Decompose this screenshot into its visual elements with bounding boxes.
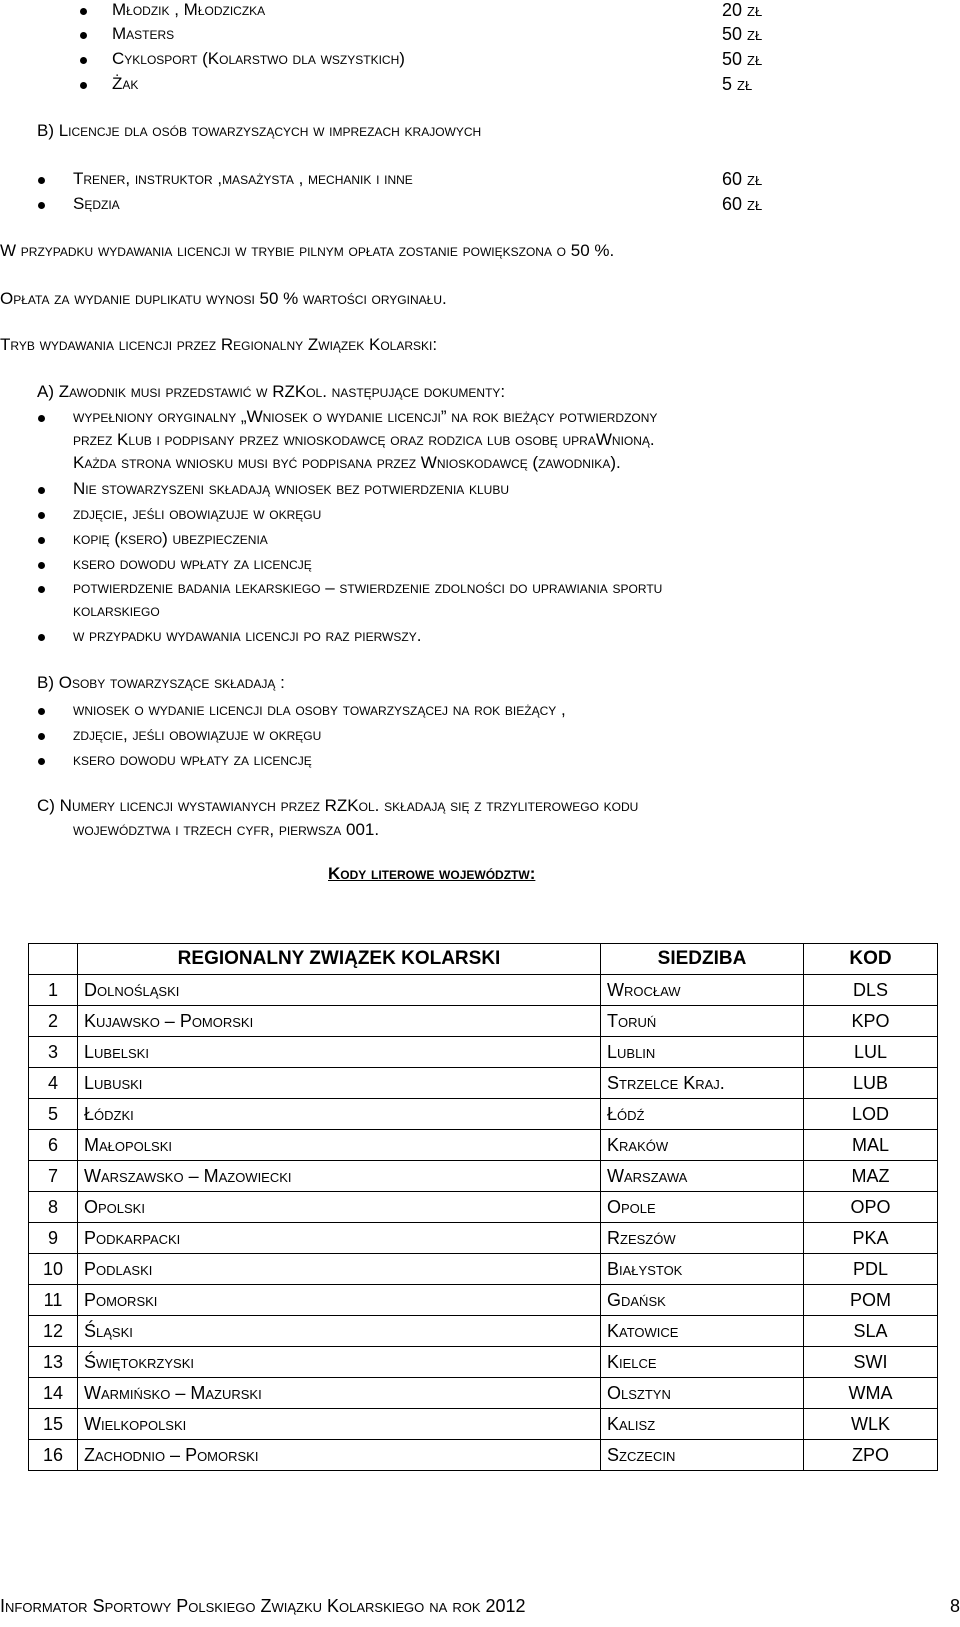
table-cell-name: Wielkopolski bbox=[78, 1409, 601, 1440]
table-cell-code: POM bbox=[804, 1285, 938, 1316]
table-cell-name: Zachodnio – Pomorski bbox=[78, 1440, 601, 1471]
procedure-b-intro: B) Osoby towarzyszące składają : bbox=[37, 673, 285, 692]
bullet-icon bbox=[80, 32, 87, 39]
table-cell-code: KPO bbox=[804, 1006, 938, 1037]
table-cell-num: 1 bbox=[29, 975, 78, 1006]
table-cell-name: Warmińsko – Mazurski bbox=[78, 1378, 601, 1409]
table-cell-city: Kraków bbox=[601, 1130, 804, 1161]
table-header-row bbox=[29, 944, 938, 975]
table-cell-num: 2 bbox=[29, 1006, 78, 1037]
table-row bbox=[29, 1223, 938, 1254]
table-cell-city: Szczecin bbox=[601, 1440, 804, 1471]
bullet-icon bbox=[80, 82, 87, 89]
bullet-icon bbox=[38, 562, 45, 569]
procedure-a-intro: A) Zawodnik musi przedstawić w RZKol. następujące dokumenty: bbox=[37, 382, 506, 401]
table-cell-num: 16 bbox=[29, 1440, 78, 1471]
table-cell-num: 10 bbox=[29, 1254, 78, 1285]
table-row bbox=[29, 1130, 938, 1161]
bullet-icon bbox=[38, 708, 45, 715]
list-item: Nie stowarzyszeni składają wniosek bez potwierdzenia klubu bbox=[73, 479, 510, 498]
table-cell-name: Lubelski bbox=[78, 1037, 601, 1068]
table-cell-num: 7 bbox=[29, 1161, 78, 1192]
table-row bbox=[29, 1378, 938, 1409]
table-row bbox=[29, 1006, 938, 1037]
bullet-icon bbox=[38, 758, 45, 765]
fee-label: Żak bbox=[112, 74, 139, 93]
footer bbox=[0, 1596, 960, 1617]
bullet-icon bbox=[38, 537, 45, 544]
footer-text: Informator Sportowy Polskiego Związku Kolarskiego na rok 2012 bbox=[0, 1596, 526, 1616]
table-cell-city: Kielce bbox=[601, 1347, 804, 1378]
table-row bbox=[29, 1316, 938, 1347]
table-row bbox=[29, 1192, 938, 1223]
list-item: w przypadku wydawania licencji po raz pierwszy. bbox=[73, 626, 422, 645]
list-item: ksero dowodu wpłaty za licencję bbox=[73, 554, 312, 573]
note-duplicate: Opłata za wydanie duplikatu wynosi 50 % wartości oryginału. bbox=[0, 289, 447, 308]
table-header-cell bbox=[29, 944, 78, 975]
table-cell-num: 9 bbox=[29, 1223, 78, 1254]
table-cell-city: Wrocław bbox=[601, 975, 804, 1006]
table-header-cell: KOD bbox=[804, 944, 938, 975]
table-row bbox=[29, 1037, 938, 1068]
table-cell-code: PKA bbox=[804, 1223, 938, 1254]
table-cell-name: Podlaski bbox=[78, 1254, 601, 1285]
table-cell-code: SLA bbox=[804, 1316, 938, 1347]
table-cell-code: LUB bbox=[804, 1068, 938, 1099]
procedure-title: Tryb wydawania licencji przez Regionalny Związek Kolarski: bbox=[0, 335, 438, 354]
table-cell-num: 3 bbox=[29, 1037, 78, 1068]
codes-title: Kody literowe województw: bbox=[328, 864, 536, 883]
table-header-cell: SIEDZIBA bbox=[601, 944, 804, 975]
table-row bbox=[29, 1254, 938, 1285]
table-cell-city: Lublin bbox=[601, 1037, 804, 1068]
note-urgent: W przypadku wydawania licencji w trybie pilnym opłata zostanie powiększona o 50 %. bbox=[0, 241, 615, 260]
fee-value: 60 zł bbox=[722, 169, 763, 189]
table-cell-name: Opolski bbox=[78, 1192, 601, 1223]
table-cell-name: Podkarpacki bbox=[78, 1223, 601, 1254]
bullet-icon bbox=[38, 512, 45, 519]
list-item: kopię (ksero) ubezpieczenia bbox=[73, 529, 268, 548]
table-cell-name: Dolnośląski bbox=[78, 975, 601, 1006]
table-cell-city: Toruń bbox=[601, 1006, 804, 1037]
table-row bbox=[29, 1099, 938, 1130]
table-cell-num: 13 bbox=[29, 1347, 78, 1378]
table-cell-name: Śląski bbox=[78, 1316, 601, 1347]
table-cell-num: 15 bbox=[29, 1409, 78, 1440]
table-cell-city: Strzelce Kraj. bbox=[601, 1068, 804, 1099]
table-cell-code: MAZ bbox=[804, 1161, 938, 1192]
table-cell-name: Świętokrzyski bbox=[78, 1347, 601, 1378]
table-cell-city: Olsztyn bbox=[601, 1378, 804, 1409]
table-row bbox=[29, 1285, 938, 1316]
fee-value: 5 zł bbox=[722, 74, 753, 94]
region-codes-table bbox=[28, 943, 938, 1471]
list-item: ksero dowodu wpłaty za licencję bbox=[73, 750, 312, 769]
table-cell-city: Białystok bbox=[601, 1254, 804, 1285]
procedure-c-line-1: C) Numery licencji wystawianych przez RZKol. składają się z trzyliterowego kodu bbox=[37, 796, 639, 815]
table-cell-num: 6 bbox=[29, 1130, 78, 1161]
list-item: wypełniony oryginalny „Wniosek o wydanie licencji” na rok bieżący potwierdzony bbox=[73, 407, 658, 426]
bullet-icon bbox=[38, 202, 45, 209]
table-cell-num: 11 bbox=[29, 1285, 78, 1316]
table-cell-city: Gdańsk bbox=[601, 1285, 804, 1316]
table-cell-name: Warszawsko – Mazowiecki bbox=[78, 1161, 601, 1192]
table-row bbox=[29, 1347, 938, 1378]
table-cell-name: Pomorski bbox=[78, 1285, 601, 1316]
fee-value: 50 zł bbox=[722, 24, 763, 44]
list-item: zdjęcie, jeśli obowiązuje w okręgu bbox=[73, 504, 322, 523]
table-cell-code: SWI bbox=[804, 1347, 938, 1378]
table-cell-name: Małopolski bbox=[78, 1130, 601, 1161]
bullet-icon bbox=[38, 634, 45, 641]
table-cell-num: 5 bbox=[29, 1099, 78, 1130]
fee-value: 50 zł bbox=[722, 49, 763, 69]
table-cell-code: ZPO bbox=[804, 1440, 938, 1471]
table-cell-city: Katowice bbox=[601, 1316, 804, 1347]
fee-label: Młodzik , Młodziczka bbox=[112, 0, 266, 19]
table-cell-num: 12 bbox=[29, 1316, 78, 1347]
table-cell-code: DLS bbox=[804, 975, 938, 1006]
table-row bbox=[29, 1409, 938, 1440]
fee-label: Cyklosport (Kolarstwo dla wszystkich) bbox=[112, 49, 405, 68]
table-cell-city: Rzeszów bbox=[601, 1223, 804, 1254]
table-cell-code: WLK bbox=[804, 1409, 938, 1440]
table-row bbox=[29, 1440, 938, 1471]
fee-label: Sędzia bbox=[73, 194, 120, 213]
table-cell-num: 8 bbox=[29, 1192, 78, 1223]
bullet-icon bbox=[38, 487, 45, 494]
fee-label: Trener, instruktor ,masażysta , mechanik i inne bbox=[73, 169, 413, 188]
bullet-icon bbox=[38, 415, 45, 422]
table-cell-name: Łódzki bbox=[78, 1099, 601, 1130]
bullet-icon bbox=[38, 177, 45, 184]
table-cell-name: Kujawsko – Pomorski bbox=[78, 1006, 601, 1037]
bullet-icon bbox=[38, 733, 45, 740]
section-b-title: B) Licencje dla osób towarzyszących w imprezach krajowych bbox=[37, 121, 482, 140]
list-item: potwierdzenie badania lekarskiego – stwierdzenie zdolności do uprawiania sportu bbox=[73, 578, 663, 597]
list-item: kolarskiego bbox=[73, 601, 160, 620]
fee-label: Masters bbox=[112, 24, 175, 43]
page-number: 8 bbox=[949, 1596, 960, 1616]
table-cell-num: 14 bbox=[29, 1378, 78, 1409]
list-item: zdjęcie, jeśli obowiązuje w okręgu bbox=[73, 725, 322, 744]
table-cell-city: Łódź bbox=[601, 1099, 804, 1130]
list-item: Każda strona wniosku musi być podpisana przez Wnioskodawcę (zawodnika). bbox=[73, 453, 621, 472]
fee-value: 20 zł bbox=[722, 0, 763, 20]
table-cell-num: 4 bbox=[29, 1068, 78, 1099]
table-header-cell: REGIONALNY ZWIĄZEK KOLARSKI bbox=[78, 944, 601, 975]
bullet-icon bbox=[38, 586, 45, 593]
table-cell-city: Opole bbox=[601, 1192, 804, 1223]
fee-value: 60 zł bbox=[722, 194, 763, 214]
table-cell-name: Lubuski bbox=[78, 1068, 601, 1099]
procedure-c-line-2: województwa i trzech cyfr, pierwsza 001. bbox=[73, 820, 380, 839]
table-cell-code: LOD bbox=[804, 1099, 938, 1130]
table-cell-code: LUL bbox=[804, 1037, 938, 1068]
table-cell-code: OPO bbox=[804, 1192, 938, 1223]
table-row bbox=[29, 1161, 938, 1192]
table-row bbox=[29, 1068, 938, 1099]
bullet-icon bbox=[80, 8, 87, 15]
list-item: wniosek o wydanie licencji dla osoby towarzyszącej na rok bieżący , bbox=[73, 700, 566, 719]
bullet-icon bbox=[80, 57, 87, 64]
table-cell-code: WMA bbox=[804, 1378, 938, 1409]
table-cell-city: Warszawa bbox=[601, 1161, 804, 1192]
table-cell-city: Kalisz bbox=[601, 1409, 804, 1440]
table-cell-code: MAL bbox=[804, 1130, 938, 1161]
table-row bbox=[29, 975, 938, 1006]
table-cell-code: PDL bbox=[804, 1254, 938, 1285]
list-item: przez Klub i podpisany przez wnioskodawcę oraz rodzica lub osobę upraWnioną. bbox=[73, 430, 655, 449]
